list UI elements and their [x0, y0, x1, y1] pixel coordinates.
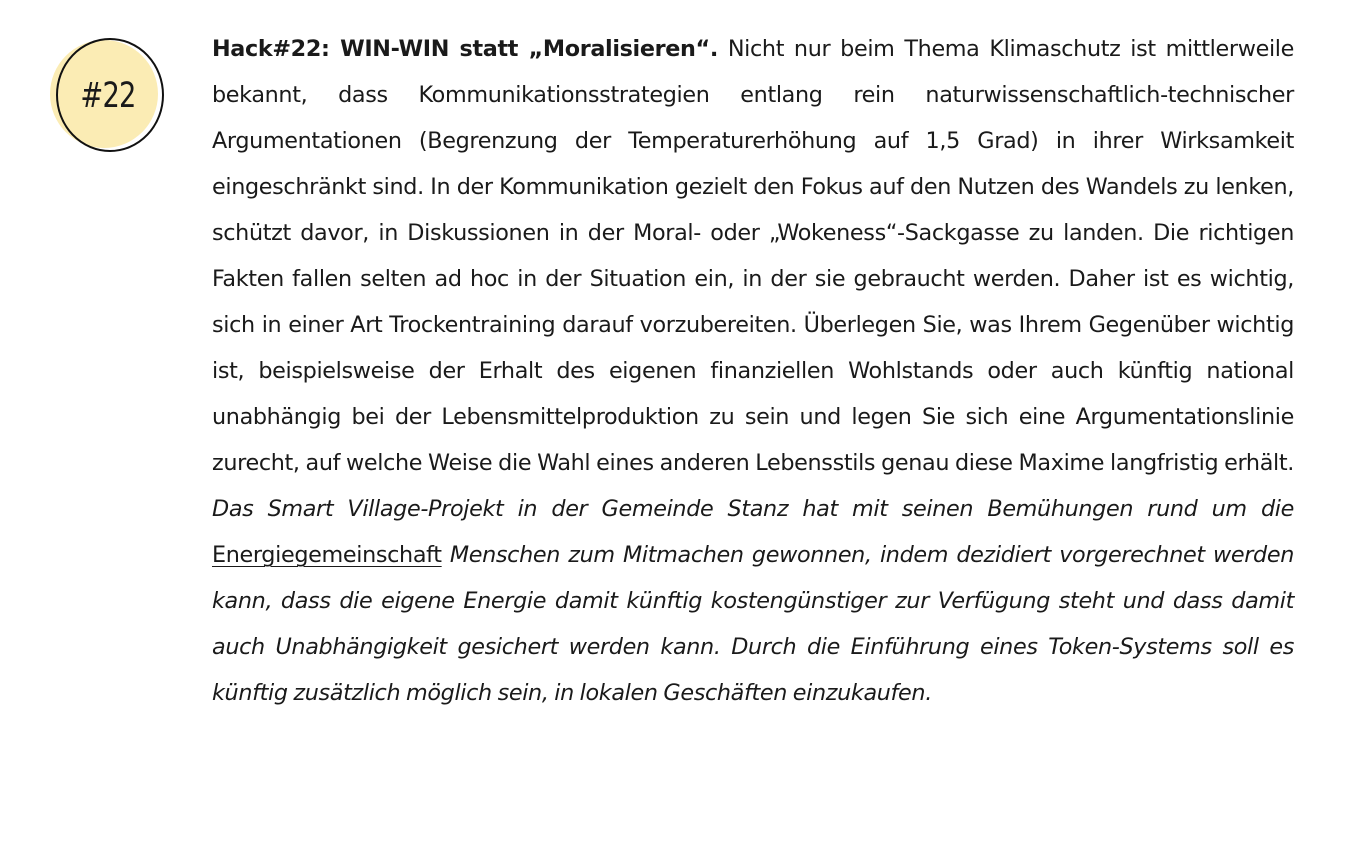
hack-number-badge [48, 38, 168, 158]
badge-label: #22 [80, 76, 136, 116]
hack-body-text: Nicht nur beim Thema Klimaschutz ist mittlerweile bekannt, dass Kommunikationsstrategien entlang rein naturwissenschaftlich-technischer Argumentationen (Begrenzung der Temperaturerhöhung auf 1,5 Grad) in ihrer Wirksamkeit eingeschränkt sind. In der Kommunikation gezielt den Fokus auf den Nutzen des Wandels zu lenken, schützt davor, in Diskussionen in der Moral- oder „Wokeness“-Sackgasse zu landen. Die richtigen Fakten fallen selten ad hoc in der Situation ein, in der sie gebraucht werden. Daher ist es wichtig, sich in einer Art Trockentraining darauf vorzubereiten. Überlegen Sie, was Ihrem Gegenüber wichtig ist, beispielsweise der Erhalt des eigenen finanziellen Wohlstands oder auch künftig national unabhängig bei der Lebensmittelproduktion zu sein und legen Sie sich eine Argumentationslinie zurecht, auf welche Weise die Wahl eines anderen Lebensstils genau diese Maxime langfristig erhält. [212, 36, 1295, 476]
example-text-end: Menschen zum Mitmachen gewonnen, indem dezidiert vorgerechnet werden kann, dass die eigene Energie damit künftig kostengünstiger zur Verfügung steht und dass damit auch Unabhängigkeit gesichert werden kann. Durch die Einführung eines Token-Systems soll es künftig zusätzlich möglich sein, in lokalen Geschäften einzukaufen. [212, 542, 1294, 706]
energiegemeinschaft-link[interactable]: Energiegemeinschaft [212, 542, 442, 568]
hack-paragraph [212, 26, 1294, 716]
example-text-start: Das Smart Village-Projekt in der Gemeinde Stanz hat mit seinen Bemühungen rund um die [212, 496, 1294, 522]
hack-title: Hack#22: WIN-WIN statt „Moralisieren“. [212, 36, 718, 62]
example-text [212, 496, 1294, 706]
